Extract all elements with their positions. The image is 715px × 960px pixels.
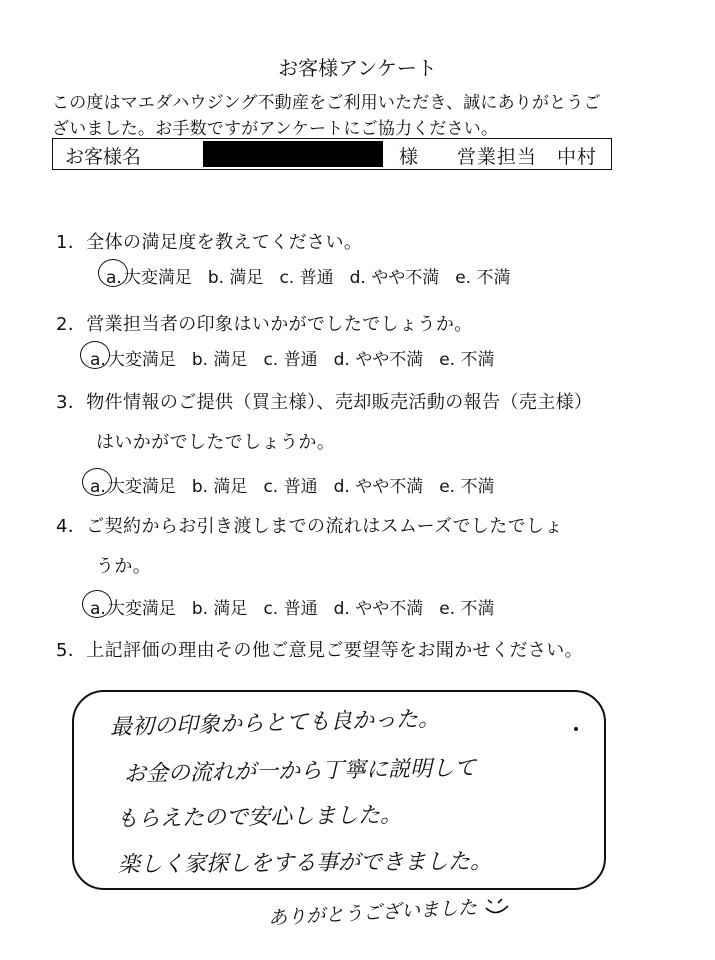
options-row-4 (90, 594, 510, 619)
handwritten-line-3: もらえたので安心しました。 (115, 803, 403, 832)
question-2: 2．営業担当者の印象はいかがでしたでしょうか。 (56, 314, 473, 335)
intro-line-1: この度はマエダハウジング不動産をご利用いただき、誠にありがとうご (52, 93, 601, 113)
redacted-name (203, 141, 383, 167)
options-row-3 (90, 472, 510, 497)
option-b: b. 満足 (191, 350, 248, 370)
smiley-face-icon (482, 894, 512, 920)
question-5: 5．上記評価の理由その他ご意見ご要望等をお聞かせください。 (56, 640, 584, 661)
question-3-line-2: はいかがでしたでしょうか。 (96, 432, 336, 453)
honorific-label: 様 (399, 146, 419, 168)
option-c: c. 普通 (263, 477, 318, 497)
handwritten-line-2: お金の流れが一から丁寧に説明して (123, 755, 477, 788)
page-title: お客様アンケート (278, 56, 437, 80)
option-e: e. 不満 (439, 477, 495, 497)
option-a: a. (90, 350, 106, 370)
sales-staff-label: 営業担当 中村 (457, 146, 598, 168)
handwritten-line-4: 楽しく家探しをする事ができました。 (117, 849, 493, 878)
option-a-text: 大変満足 (107, 350, 176, 370)
option-a: a. (106, 268, 122, 288)
handwritten-line-1: 最初の印象からとても良かった。 (109, 706, 441, 741)
option-c: c. 普通 (263, 350, 318, 370)
option-d: d. やや不満 (349, 268, 440, 288)
option-a-text: 大変満足 (107, 477, 176, 497)
option-a-text: 大変満足 (123, 268, 192, 288)
option-a: a. (90, 599, 106, 619)
option-b: b. 満足 (191, 599, 248, 619)
option-b: b. 満足 (191, 477, 248, 497)
option-a-text: 大変満足 (107, 599, 176, 619)
question-1: 1．全体の満足度を教えてください。 (56, 232, 363, 253)
ink-dot (574, 727, 578, 731)
option-e: e. 不満 (439, 599, 495, 619)
customer-name-label: お客様名 (65, 146, 142, 168)
customer-name-box (52, 138, 612, 170)
option-d: d. やや不満 (333, 599, 424, 619)
question-3: 3．物件情報のご提供（買主様）、売却販売活動の報告（売主様） (56, 392, 593, 413)
options-row-1 (106, 263, 526, 288)
option-e: e. 不満 (455, 268, 511, 288)
option-b: b. 満足 (207, 268, 264, 288)
option-a: a. (90, 477, 106, 497)
question-4-line-2: うか。 (96, 556, 152, 577)
option-e: e. 不満 (439, 350, 495, 370)
intro-line-2: ざいました。お手数ですがアンケートにご協力ください。 (52, 119, 499, 139)
options-row-2 (90, 345, 510, 370)
option-d: d. やや不満 (333, 477, 424, 497)
question-4: 4．ご契約からお引き渡しまでの流れはスムーズでしたでしょ (56, 516, 563, 537)
option-c: c. 普通 (279, 268, 334, 288)
option-c: c. 普通 (263, 599, 318, 619)
handwritten-closing: ありがとうございました (267, 896, 478, 930)
option-d: d. やや不満 (333, 350, 424, 370)
